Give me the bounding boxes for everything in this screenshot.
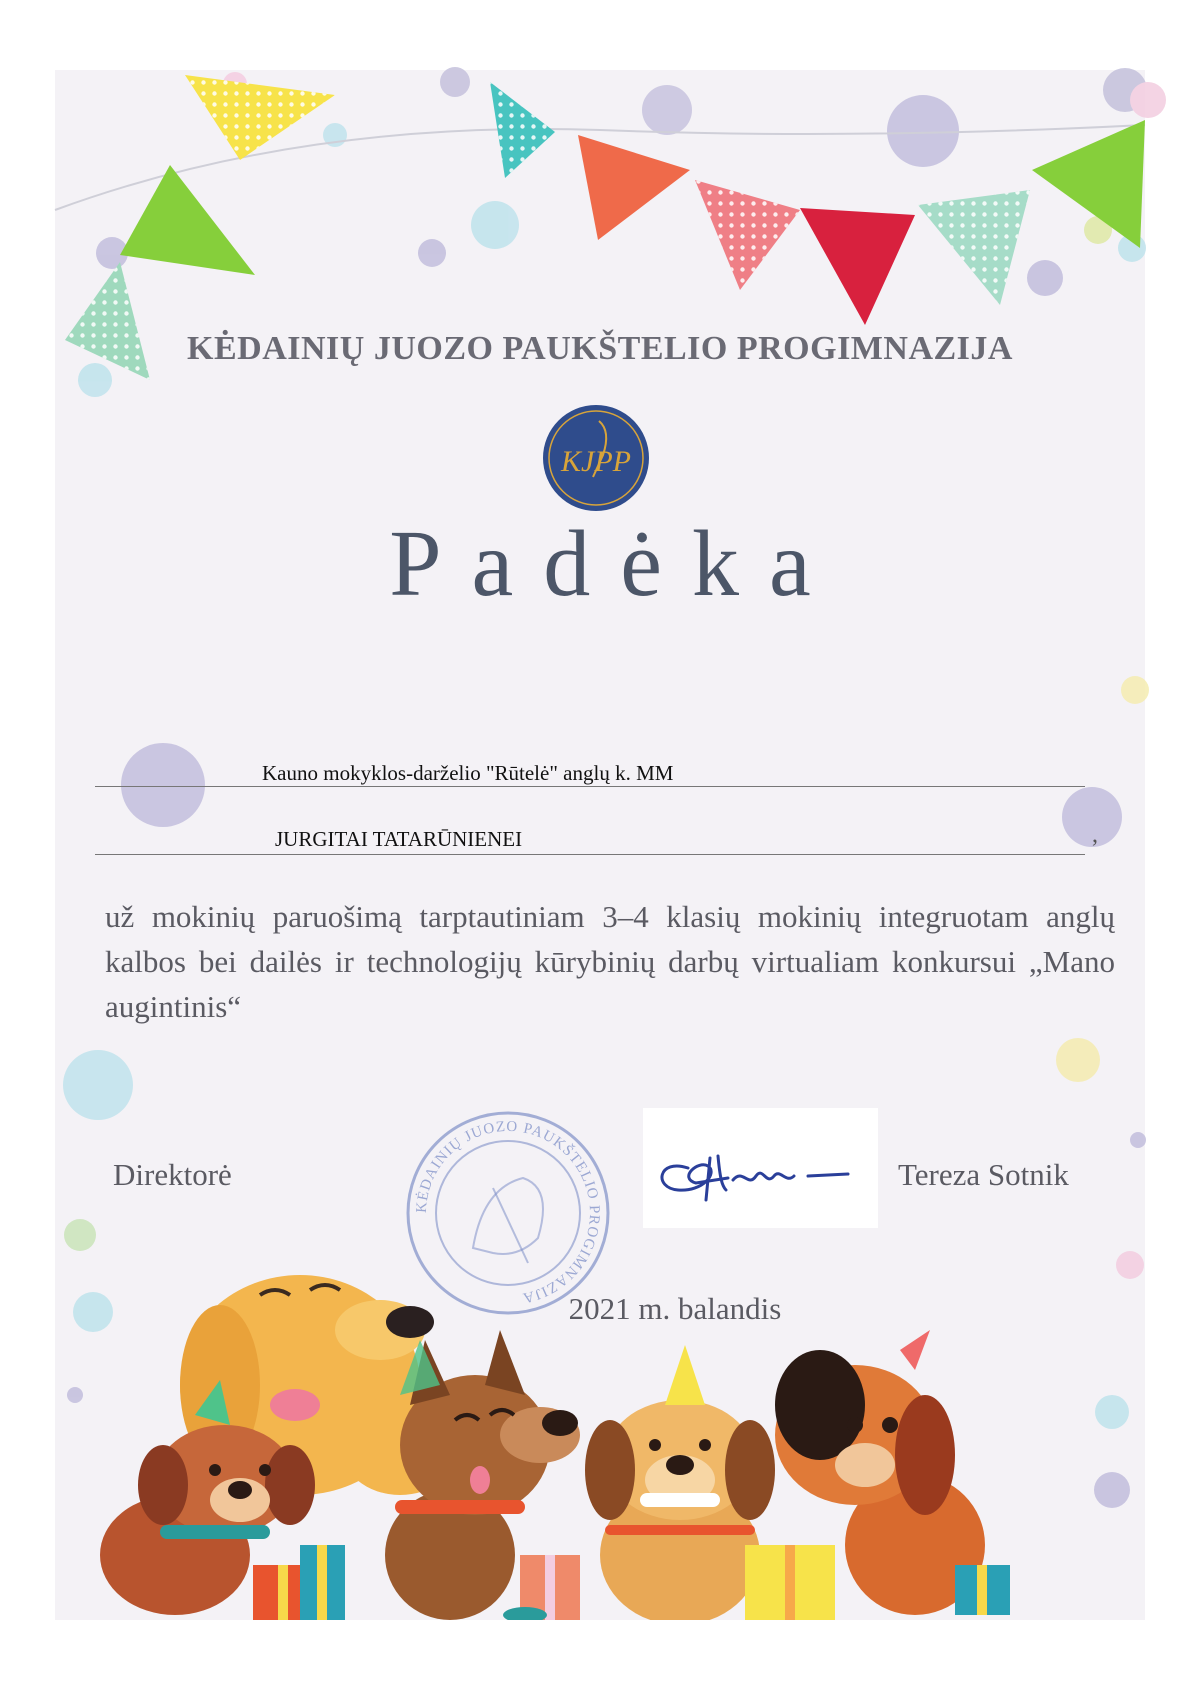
gift-boxes-right-icon [745,1545,835,1620]
signatory-role: Direktorė [113,1157,232,1192]
underline-name [95,854,1085,855]
school-logo [541,403,651,513]
school-name: KĖDAINIŲ JUOZO PAUKŠTELIO PROGIMNAZIJA [187,330,1013,367]
issue-date: 2021 m. balandis [568,1291,782,1326]
recipient-name: JURGITAI TATARŪNIENEI [275,827,523,851]
underline-institution [95,786,1085,787]
recipient-comma: , [1092,822,1098,848]
signatory-name: Tereza Sotnik [898,1157,1069,1192]
handwritten-signature [648,1138,868,1208]
stamp-text: KĖDAINIŲ JUOZO PAUKŠTELIO PROGIMNAZIJA [413,1118,603,1306]
logo-text: KJPP [561,445,631,478]
recipient-institution: Kauno mokyklos-darželio "Rūtelė" anglų k. MM [262,761,674,785]
award-reason: už mokinių paruošimą tarptautiniam 3–4 klasių mokinių integruotam anglų kalbos bei dailės ir technologijų kūrybinių darbų virtualiam konkursui „Mano augintinis“ [105,899,1115,1024]
gift-boxes-center-icon [503,1555,580,1620]
gift-boxes-left-icon [253,1545,345,1620]
dogs-illustration [55,1235,1145,1620]
certificate-title: Padėka [389,512,841,616]
